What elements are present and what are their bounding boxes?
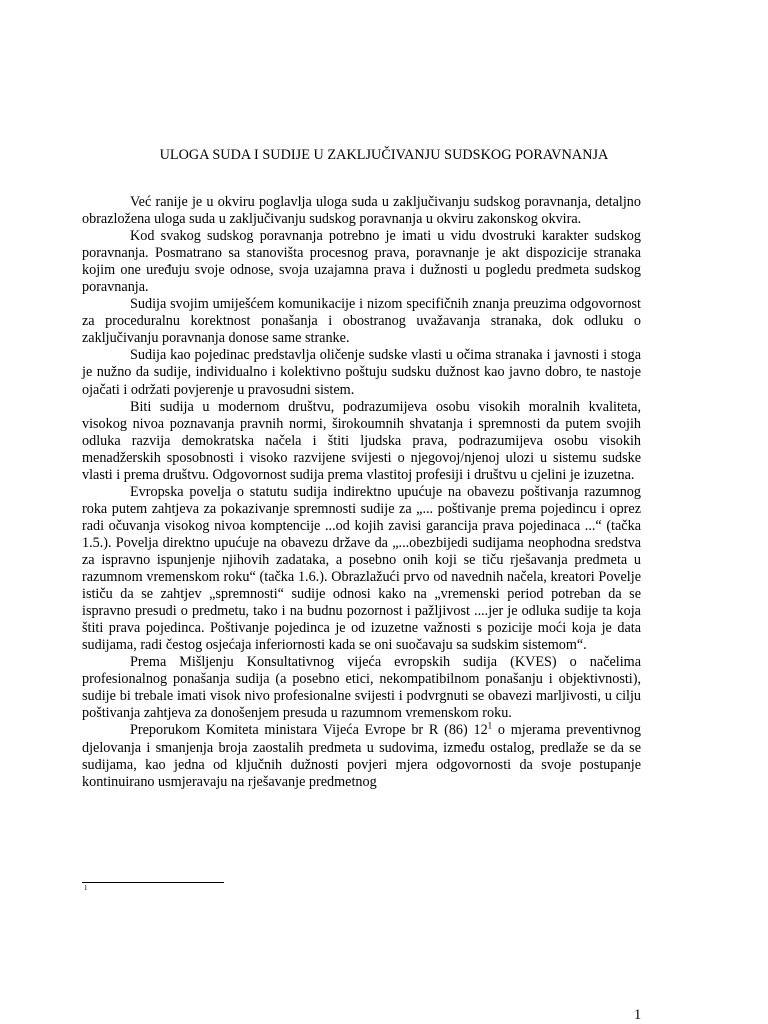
document-title: ULOGA SUDA I SUDIJE U ZAKLJUČIVANJU SUDSKOG PORAVNANJA: [159, 147, 609, 163]
footnote-separator: [82, 882, 224, 883]
paragraph: Biti sudija u modernom društvu, podrazumijeva osobu visokih moralnih kvaliteta, visokog nivoa poznavanja pravnih normi, širokoumnih shvatanja i spremnosti da putem svojih odluka razvija demokratska načela i štiti ljudska prava, podrazumijeva osobu visokih menadžerskih sposobnosti i visoko razvijene svijesti o njegovoj/njenoj ulozi u sistemu sudske vlasti i prema društvu. Odgovornost sudija prema vlastitoj profesiji i društvu u cjelini je izuzetna.: [82, 398, 641, 483]
paragraph-last: [82, 722, 641, 790]
footnote-marker: 1: [84, 884, 88, 892]
paragraph: Već ranije je u okviru poglavlja uloga suda u zaključivanju sudskog poravnanja, detaljno obrazložena uloga suda u zaključivanju sudskog poravnanja u okviru zakonskog okvira.: [82, 194, 641, 228]
paragraph: Kod svakog sudskog poravnanja potrebno je imati u vidu dvostruki karakter sudskog poravnanja. Posmatrano sa stanovišta procesnog prava, poravnanje je akt dispozicije stranaka kojim one uređuju svoje odnose, svoja uzajamna prava i dužnosti u pogledu predmeta sudskog poravnanja.: [82, 228, 641, 296]
page-number: 1: [634, 1007, 642, 1023]
paragraph: Evropska povelja o statutu sudija indirektno upućuje na obavezu poštivanja razumnog roka putem zahtjeva za pokazivanje spremnosti sudije za „... poštivanje prema pojedincu i oprez radi očuvanja visokog nivoa komptencije ...od kojih zavisi garancija prava pojedinaca ...“ (tačka 1.5.). Povelja direktno upućuje na obavezu države da „...obezbijedi sudijama neophodna sredstva za ispravno ispunjenje njihovih zadataka, a posebno onih koji se tiču rješavanja predmeta u razumnom vremenskom roku“ (tačka 1.6.). Obrazlažući prvo od navednih načela, kreatori Povelje ističu da se zahtjev „spremnosti“ sudije odnosi kako na „vremenski period potreban da se ispravno presudi o predmetu, tako i na budnu pozornost i pažljivost ....jer je odluka sudije ta koja štiti prava pojedinca. Poštivanje pojedinca je od izuzetne važnosti s pozicije moći koja je data sudijama, radi čestog osjećaja inferiornosti kada se oni suočavaju sa sudskim sistemom“.: [82, 483, 641, 654]
document-body: [82, 194, 641, 791]
paragraph: Sudija kao pojedinac predstavlja oličenje sudske vlasti u očima stranaka i javnosti i stoga je nužno da sudije, individualno i kolektivno poštuju sudsku dužnost kao javno dobro, te nastoje ojačati i održati povjerenje u pravosudni sistem.: [82, 347, 641, 398]
footnote-reference[interactable]: 1: [487, 720, 493, 731]
paragraph: Sudija svojim umiješćem komunikacije i nizom specifičnih znanja preuzima odgovornost za proceduralnu korektnost ponašanja i obostranog uvažavanja stranaka, dok odluku o zaključivanju poravnanja donose same stranke.: [82, 296, 641, 347]
paragraph-text: o mjerama preventivnog djelovanja i smanjenja broja zaostalih predmeta u sudovima, između ostalog, predlaže se da se sudijama, kao jedna od ključnih dužnosti povjeri mjera odgovornosti da svoje postupanje kontinuirano usmjeravaju na rješavanje predmetnog: [82, 722, 641, 790]
paragraph-text: Preporukom Komiteta ministara Vijeća Evrope br R (86) 12: [130, 722, 488, 739]
paragraph: Prema Mišljenju Konsultativnog vijeća evropskih sudija (KVES) o načelima profesionalnog ponašanja sudija (a posebno etici, nekompatibilnom ponašanju i objektivnosti), sudije bi trebale imati visok nivo profesionalne svijesti i podvrgnuti se obavezi marljivosti, u cilju poštivanja zahtjeva za donošenjem presuda u razumnom vremenskom roku.: [82, 654, 641, 722]
